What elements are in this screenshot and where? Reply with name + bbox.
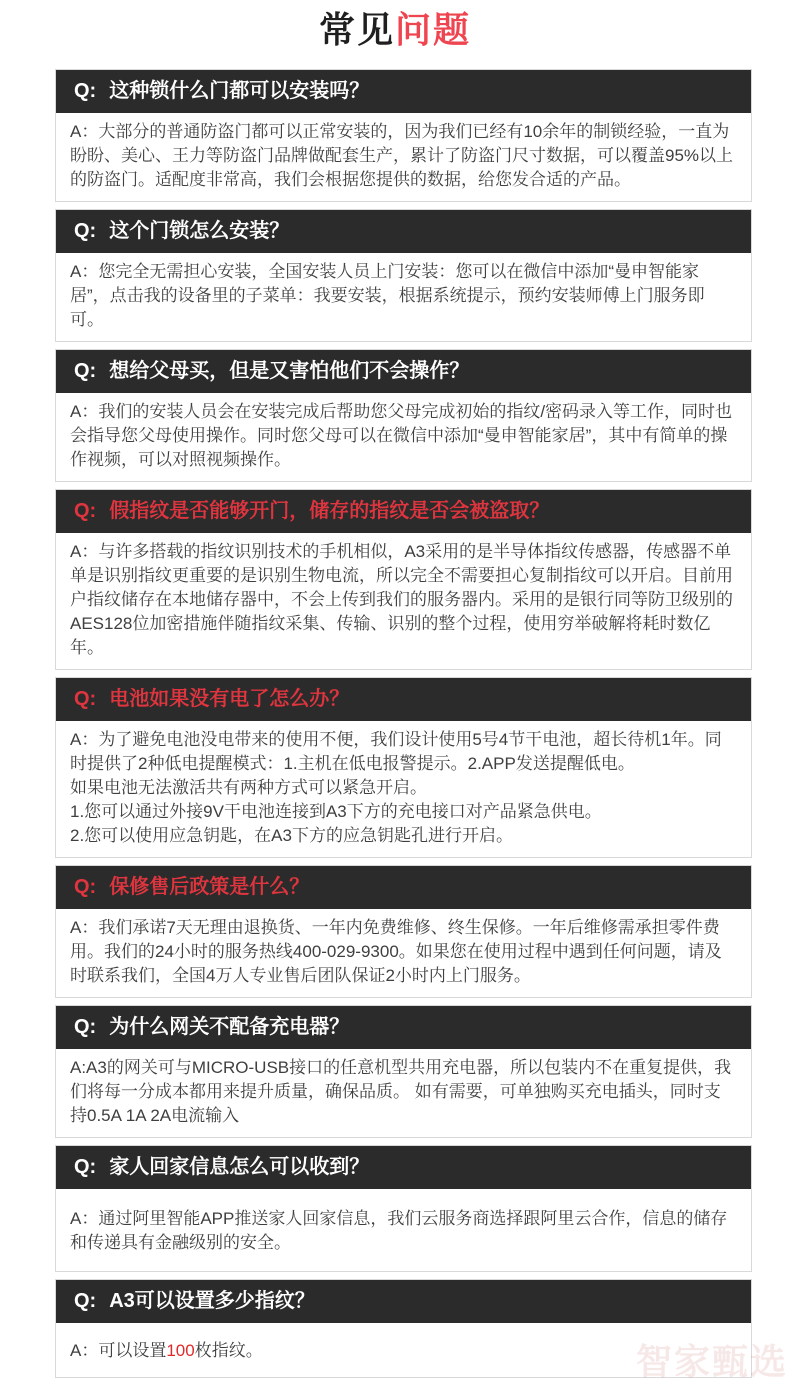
faq-item-3	[55, 349, 752, 482]
page-title-black: 常见	[318, 9, 395, 50]
faq-item-6	[55, 865, 752, 998]
question-bar	[56, 678, 751, 721]
question-bar	[56, 866, 751, 909]
answer-text: A：我们承诺7天无理由退换货、一年内免费维修、终生保修。一年后维修需承担零件费用。我们的24小时的服务热线400-029-9300。如果您在使用过程中遇到任何问题，请及时联系我们，全国4万人专业售后团队保证2小时内上门服务。	[70, 918, 722, 985]
question-text: 电池如果没有电了怎么办？	[109, 688, 350, 710]
answer-highlight: 100	[166, 1341, 195, 1360]
answer-text: A：通过阿里智能APP推送家人回家信息，我们云服务商选择跟阿里云合作，信息的储存和传递具有金融级别的安全。	[70, 1209, 728, 1252]
answer-line: 1.您可以通过外接9V干电池连接到A3下方的充电接口对产品紧急供电。	[70, 802, 602, 821]
question-bar	[56, 1280, 751, 1323]
answer-text: A：我们的安装人员会在安装完成后帮助您父母完成初始的指纹/密码录入等工作，同时也会指导您父母使用操作。同时您父母可以在微信中添加“曼申智能家居”，其中有简单的操作视频，可以对照视频操作。	[70, 402, 733, 469]
answer-prefix: A：可以设置	[70, 1341, 167, 1360]
q-label: Q:	[74, 1156, 97, 1178]
q-label: Q:	[74, 688, 97, 710]
faq-item-2	[55, 209, 752, 342]
faq-item-9	[55, 1279, 752, 1378]
answer-text: A：大部分的普通防盗门都可以正常安装的，因为我们已经有10余年的制锁经验，一直为盼盼、美心、王力等防盗门品牌做配套生产，累计了防盗门尺寸数据，可以覆盖95%以上的防盗门。适配度非常高，我们会根据您提供的数据，给您发合适的产品。	[70, 122, 734, 189]
faq-item-8	[55, 1145, 752, 1272]
answer-line: 如果电池无法激活共有两种方式可以紧急开启。	[70, 778, 427, 797]
question-text: 为什么网关不配备充电器？	[109, 1016, 350, 1038]
faq-item-4	[55, 489, 752, 670]
question-text: 想给父母买，但是又害怕他们不会操作？	[109, 360, 470, 382]
q-label: Q:	[74, 1016, 97, 1038]
answer-line: A：为了避免电池没电带来的使用不便，我们设计使用5号4节干电池，超长待机1年。同时提供了2种低电提醒模式：1.主机在低电报警提示。2.APP发送提醒低电。	[70, 730, 722, 773]
page-title-red: 问题	[395, 9, 472, 50]
answer-suffix: 枚指纹。	[194, 1341, 263, 1360]
question-text: 假指纹是否能够开门，储存的指纹是否会被盗取？	[109, 500, 550, 522]
question-text: 这个门锁怎么安装？	[109, 220, 290, 242]
answer-text: A：与许多搭载的指纹识别技术的手机相似，A3采用的是半导体指纹传感器，传感器不单单是识别指纹更重要的是识别生物电流，所以完全不需要担心复制指纹可以开启。目前用户指纹储存在本地储存器中，不会上传到我们的服务器内。采用的是银行同等防卫级别的AES128位加密措施伴随指纹采集、传输、识别的整个过程，使用穷举破解将耗时数亿年。	[70, 542, 733, 657]
question-text: 家人回家信息怎么可以收到？	[109, 1156, 370, 1178]
faq-item-5	[55, 677, 752, 858]
answer-text	[56, 721, 751, 857]
question-bar	[56, 1146, 751, 1189]
q-label: Q:	[74, 500, 97, 522]
q-label: Q:	[74, 360, 97, 382]
question-bar	[56, 350, 751, 393]
page-title	[0, 0, 790, 69]
faq-item-7	[55, 1005, 752, 1138]
question-bar	[56, 210, 751, 253]
question-text: A3可以设置多少指纹？	[109, 1290, 315, 1312]
question-bar	[56, 1006, 751, 1049]
answer-text: A:A3的网关可与MICRO-USB接口的任意机型共用充电器，所以包装内不在重复提供，我们将每一分成本都用来提升质量，确保品质。 如有需要，可单独购买充电插头，同时支持0.5A 1A 2A电流输入	[70, 1058, 732, 1125]
question-text: 保修售后政策是什么？	[109, 876, 310, 898]
question-text: 这种锁什么门都可以安装吗？	[109, 80, 370, 102]
question-bar	[56, 490, 751, 533]
answer-text: A：您完全无需担心安装，全国安装人员上门安装：您可以在微信中添加“曼申智能家居”，点击我的设备里的子菜单：我要安装，根据系统提示，预约安装师傅上门服务即可。	[70, 262, 705, 329]
faq-item-1	[55, 69, 752, 202]
q-label: Q:	[74, 220, 97, 242]
answer-line: 2.您可以使用应急钥匙，在A3下方的应急钥匙孔进行开启。	[70, 826, 513, 845]
answer-text	[56, 1323, 751, 1377]
q-label: Q:	[74, 1290, 97, 1312]
q-label: Q:	[74, 80, 97, 102]
question-bar	[56, 70, 751, 113]
q-label: Q:	[74, 876, 97, 898]
